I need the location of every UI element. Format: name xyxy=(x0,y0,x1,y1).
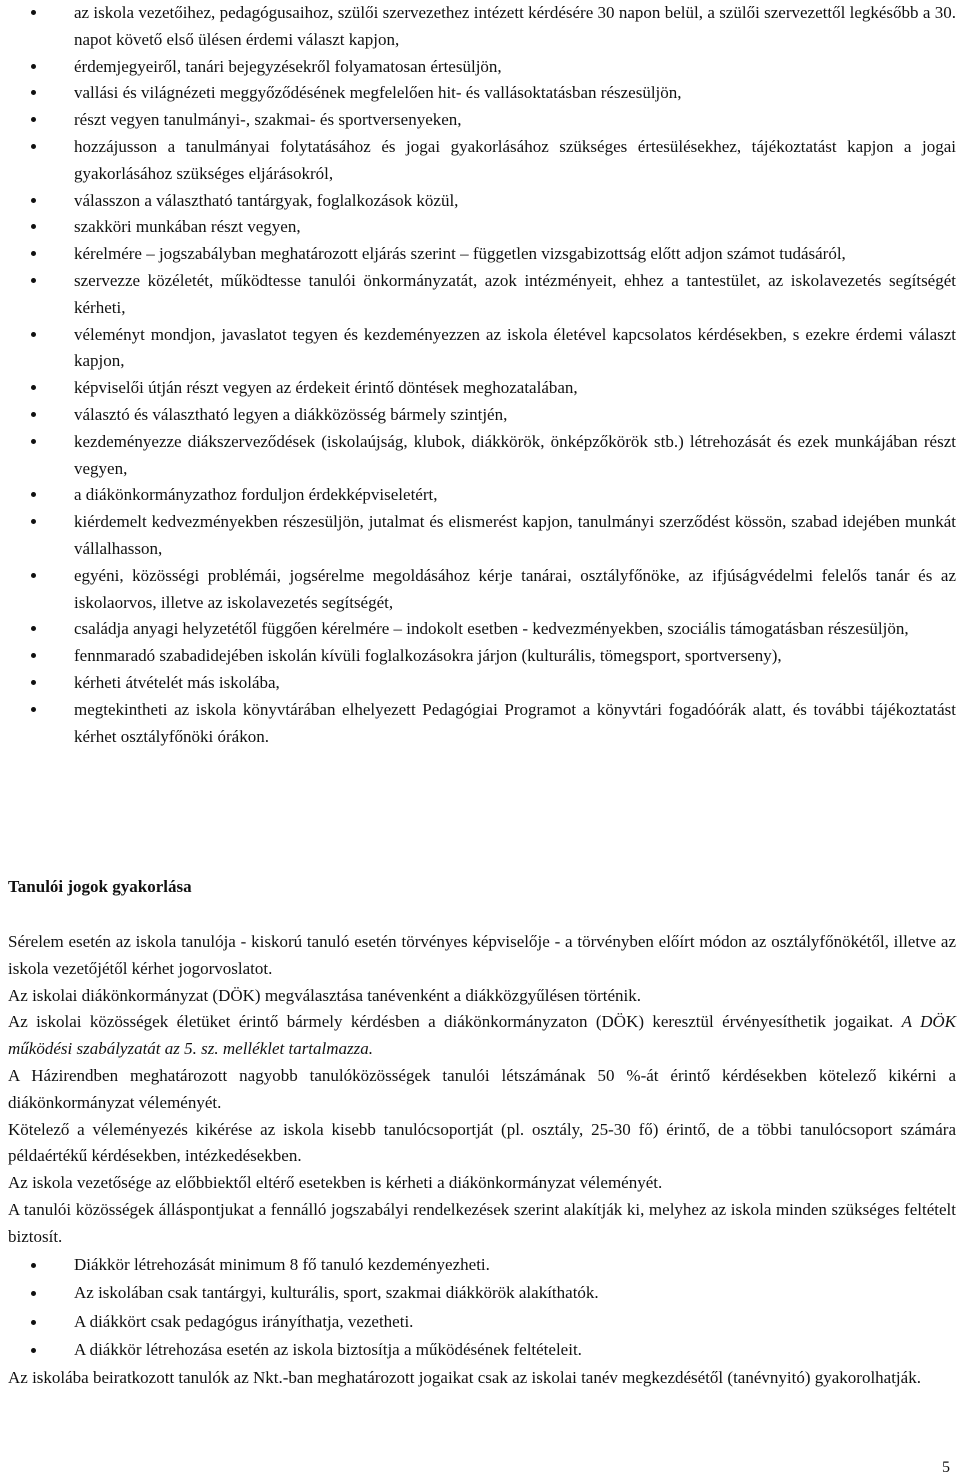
list-item: véleményt mondjon, javaslatot tegyen és kezdeményezzen az iskola életével kapcsolatos kérdésekben, s ezekre érdemi választ kapjon, xyxy=(0,322,960,376)
list-item: részt vegyen tanulmányi-, szakmai- és sportversenyeken, xyxy=(0,107,960,134)
list-item: vallási és világnézeti meggyőződésének megfelelően hit- és vallásoktatásban részesüljön, xyxy=(0,80,960,107)
list-item: szakköri munkában részt vegyen, xyxy=(0,214,960,241)
list-item: A diákkör létrehozása esetén az iskola biztosítja a működésének feltételeit. xyxy=(0,1336,952,1365)
paragraph xyxy=(8,1009,956,1063)
list-item: válasszon a választható tantárgyak, foglalkozások közül, xyxy=(0,188,960,215)
list-item: fennmaradó szabadidejében iskolán kívüli foglalkozásokra járjon (kulturális, tömegsport, sportverseny), xyxy=(0,643,960,670)
page-number: 5 xyxy=(942,1459,950,1476)
list-item: választó és választható legyen a diákközösség bármely szintjén, xyxy=(0,402,960,429)
list-item: egyéni, közösségi problémái, jogsérelme megoldásához kérje tanárai, osztályfőnöke, az ifjúságvédelmi felelős tanár és az iskolaorvos, illetve az iskolavezetés segítségét, xyxy=(0,563,960,617)
paragraph: Az iskolai diákönkormányzat (DÖK) megválasztása tanévenként a diákközgyűlésen történik. xyxy=(8,985,642,1005)
paragraph: Sérelem esetén az iskola tanulója - kiskorú tanuló esetén törvényes képviselője - a törvényben előírt módon az osztályfőnökétől, illetve az iskola vezetőjétől kérhet jogorvoslatot. xyxy=(8,932,956,978)
paragraph-italic-note: A DÖK működési szabályzatát az 5. sz. melléklet tartalmazza. xyxy=(8,1012,956,1059)
paragraph: Az iskolába beiratkozott tanulók az Nkt.-ban meghatározott jogaikat csak az iskolai tanév megkezdésétől (tanévnyitó) gyakorolhatják. xyxy=(8,1367,921,1387)
list-item: kezdeményezze diákszerveződések (iskolaújság, klubok, diákkörök, önképzőkörök stb.) létrehozását és ezek munkájában részt vegyen, xyxy=(0,429,960,483)
list-item: kiérdemelt kedvezményekben részesüljön, jutalmat és elismerést kapjon, tanulmányi szerződést kössön, szabad idejében munkát vállalhasson, xyxy=(0,509,960,563)
list-item: a diákönkormányzathoz forduljon érdekképviseletért, xyxy=(0,482,960,509)
list-item: Diákkör létrehozását minimum 8 fő tanuló kezdeményezheti. xyxy=(0,1251,952,1280)
list-item: az iskola vezetőihez, pedagógusaihoz, szülői szervezethez intézett kérdésére 30 napon belül, a szülői szervezettől legkésőbb a 30. napot követő első ülésen érdemi választ kapjon, xyxy=(0,0,960,54)
list-item: hozzájusson a tanulmányai folytatásához és jogai gyakorlásához szükséges értesülésekhez, tájékoztatást kapjon a jogai gyakorlásához szükséges eljárásokról, xyxy=(0,134,960,188)
paragraph: A Házirendben meghatározott nagyobb tanulóközösségek tanulói létszámának 50 %-át érintő kérdésekben kötelező kikérni a diákönkormányzat véleményét. xyxy=(8,1065,956,1112)
list-item: megtekintheti az iskola könyvtárában elhelyezett Pedagógiai Programot a könyvtári fogadóórák alatt, és további tájékoztatást kérhet osztályfőnöki órákon. xyxy=(0,697,960,751)
list-item: képviselői útján részt vegyen az érdekeit érintő döntések meghozatalában, xyxy=(0,375,960,402)
list-item: családja anyagi helyzetétől függően kérelmére – indokolt esetben - kedvezményekben, szociális támogatásban részesüljön, xyxy=(0,616,960,643)
list-item: Az iskolában csak tantárgyi, kulturális, sport, szakmai diákkörök alakíthatók. xyxy=(0,1279,952,1308)
paragraph: A tanulói közösségek álláspontjukat a fennálló jogszabályi rendelkezések szerint alakítják ki, melyhez az iskola minden szükséges feltételt biztosít. xyxy=(8,1199,956,1246)
list-item: A diákkört csak pedagógus irányíthatja, vezetheti. xyxy=(0,1308,952,1337)
section-heading: Tanulói jogok gyakorlása xyxy=(8,877,192,896)
diakkor-rules-list xyxy=(0,1251,952,1365)
list-item: kérelmére – jogszabályban meghatározott eljárás szerint – független vizsgabizottság előtt adjon számot tudásáról, xyxy=(0,241,960,268)
list-item: szervezze közéletét, működtesse tanulói önkormányzatát, azok intézményeit, ehhez a tantestület, az iskolavezetés segítségét kérheti, xyxy=(0,268,960,322)
paragraph: Az iskola vezetősége az előbbiektől eltérő esetekben is kérheti a diákönkormányzat véleményét. xyxy=(8,1173,663,1193)
list-item: kérheti átvételét más iskolába, xyxy=(0,670,960,697)
paragraph: Kötelező a véleményezés kikérése az iskola kisebb tanulócsoportját (pl. osztály, 25-30 fő) érintő, de a többi tanulócsoport számára példaértékű kérdésekben, intézkedésekben. xyxy=(8,1119,956,1166)
list-item: érdemjegyeiről, tanári bejegyzésekről folyamatosan értesüljön, xyxy=(0,54,960,81)
paragraph-text: Az iskolai közösségek életüket érintő bármely kérdésben a diákönkormányzaton (DÖK) keresztül érvényesíthetik jogaikat. xyxy=(8,1012,902,1032)
section-body xyxy=(8,929,956,1392)
